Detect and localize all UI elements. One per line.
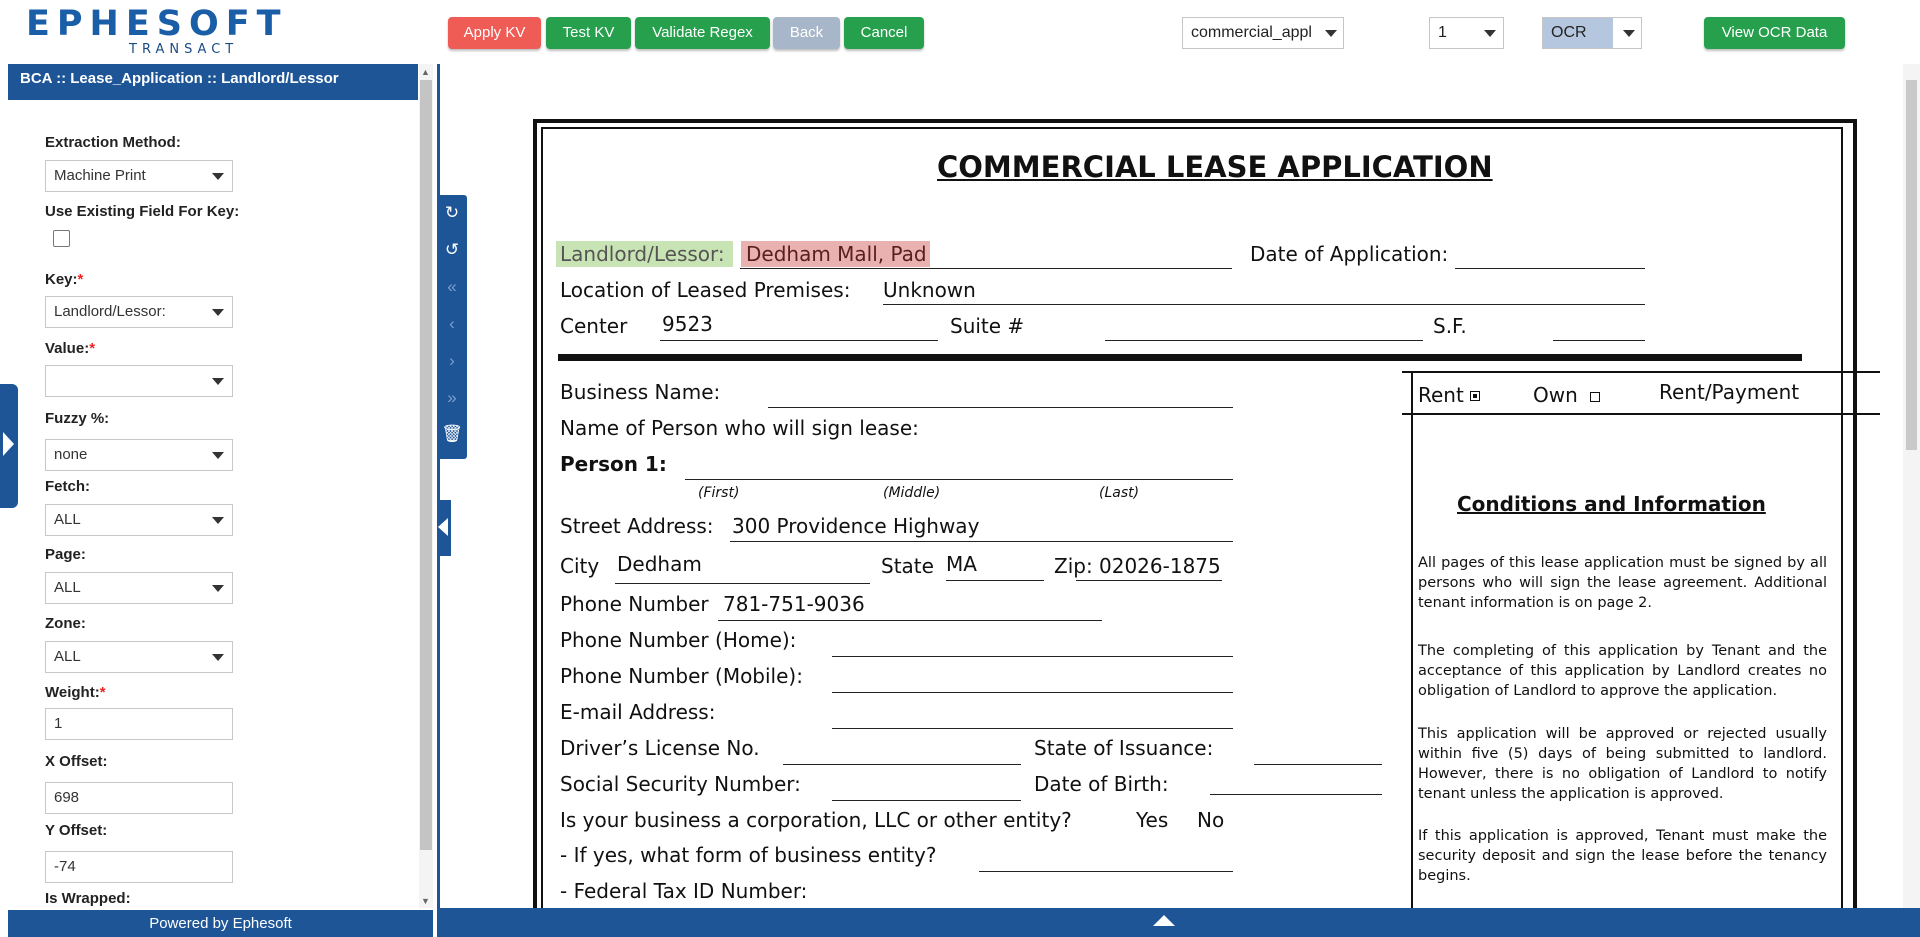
page-label: Page:	[45, 546, 86, 563]
phone-value: 781-751-9036	[723, 592, 865, 616]
conditions-title: Conditions and Information	[1457, 492, 1766, 516]
state-label: State	[881, 554, 934, 578]
own-checkbox	[1590, 392, 1600, 402]
landlord-label: Landlord/Lessor:	[560, 242, 725, 266]
drivers-license-label: Driver’s License No.	[560, 736, 760, 760]
state-of-issuance-line	[1254, 764, 1382, 765]
chevron-down-icon	[212, 309, 224, 316]
first-label: (First)	[698, 485, 740, 501]
zone-label: Zone:	[45, 615, 86, 632]
dob-label: Date of Birth:	[1034, 772, 1169, 796]
fetch-select[interactable]	[45, 504, 233, 536]
conditions-paragraph-3: This application will be approved or rejected usually within five (5) days of being submitted to landlord. However, there is no obligation of Landlord to notify tenant unless the application is approved.	[1418, 726, 1827, 802]
landlord-value: Dedham Mall, Pad	[746, 242, 927, 266]
person1-line	[685, 479, 1233, 480]
fuzzy-label: Fuzzy %:	[45, 410, 110, 427]
cancel-button[interactable]: Cancel	[844, 17, 924, 49]
chevron-down-icon	[212, 654, 224, 661]
document-select-value: commercial_appl	[1191, 24, 1312, 41]
chevron-down-icon	[1623, 30, 1635, 37]
page-value: ALL	[54, 579, 81, 596]
fetch-value: ALL	[54, 511, 81, 528]
chevron-up-icon[interactable]	[1153, 915, 1175, 926]
y-offset-label: Y Offset:	[45, 822, 108, 839]
city-line	[615, 583, 870, 584]
previous-page-icon[interactable]: ‹	[449, 314, 455, 333]
validate-regex-button[interactable]: Validate Regex	[635, 17, 770, 49]
business-name-label: Business Name:	[560, 380, 721, 404]
rent-payment-label: Rent/Payment	[1659, 380, 1800, 404]
scroll-up-icon[interactable]: ▲	[421, 67, 430, 77]
location-line	[883, 304, 1645, 305]
drivers-license-line	[783, 764, 1021, 765]
rent-top-line	[1402, 371, 1880, 373]
expand-sidebar-handle[interactable]	[0, 384, 18, 508]
email-line	[832, 728, 1233, 729]
key-label: Key:*	[45, 271, 84, 288]
page-select-value: 1	[1438, 24, 1447, 41]
ocr-select-value: OCR	[1543, 18, 1613, 48]
scroll-down-icon[interactable]: ▼	[421, 896, 430, 906]
back-button[interactable]: Back	[773, 17, 840, 49]
no-label: No	[1197, 808, 1225, 832]
ephesoft-logo: EPHESOFT	[26, 4, 288, 44]
own-label: Own	[1533, 383, 1578, 407]
form-of-entity-label: - If yes, what form of business entity?	[560, 843, 937, 867]
apply-kv-button[interactable]: Apply KV	[448, 17, 541, 49]
value-label: Value:*	[45, 340, 96, 357]
value-select[interactable]	[45, 365, 233, 397]
first-page-icon[interactable]: «	[447, 277, 457, 296]
page-field-select[interactable]	[45, 572, 233, 604]
center-line	[660, 340, 938, 341]
breadcrumb: BCA :: Lease_Application :: Landlord/Lessor	[8, 64, 418, 100]
street-label: Street Address:	[560, 514, 714, 538]
chevron-down-icon	[212, 378, 224, 385]
street-value: 300 Providence Highway	[732, 514, 980, 538]
ssn-line	[832, 800, 1021, 801]
conditions-paragraph-4: If this application is approved, Tenant must make the security deposit and sign the lease before the tenancy begins.	[1418, 828, 1827, 884]
chevron-down-icon	[1484, 30, 1496, 37]
next-page-icon[interactable]: ›	[449, 351, 455, 370]
phone-label: Phone Number	[560, 592, 709, 616]
phone-home-label: Phone Number (Home):	[560, 628, 797, 652]
sign-lease-label: Name of Person who will sign lease:	[560, 416, 919, 440]
suite-label: Suite #	[950, 314, 1025, 338]
location-value: Unknown	[883, 278, 976, 302]
form-of-entity-line	[979, 871, 1233, 872]
rent-checkbox	[1470, 391, 1480, 401]
viewer-scrollbar-thumb[interactable]	[1906, 80, 1917, 450]
page-select[interactable]	[1429, 17, 1504, 49]
date-of-application-label: Date of Application:	[1250, 242, 1449, 266]
last-page-icon[interactable]: »	[447, 388, 457, 407]
fuzzy-select[interactable]	[45, 439, 233, 471]
street-line	[730, 541, 1233, 542]
panel-scrollbar-thumb[interactable]	[420, 80, 432, 850]
rent-bottom-line	[1402, 413, 1880, 415]
chevron-left-icon	[438, 518, 448, 536]
email-label: E-mail Address:	[560, 700, 716, 724]
document-select[interactable]	[1182, 17, 1344, 49]
state-line	[946, 580, 1044, 581]
test-kv-button[interactable]: Test KV	[546, 17, 631, 49]
sf-label: S.F.	[1433, 314, 1467, 338]
fuzzy-value: none	[54, 446, 88, 463]
view-ocr-data-button[interactable]: View OCR Data	[1704, 17, 1845, 49]
federal-tax-label: - Federal Tax ID Number:	[560, 879, 808, 903]
ocr-select[interactable]	[1542, 17, 1642, 49]
viewer-bottom-bar	[437, 908, 1920, 937]
corporation-question: Is your business a corporation, LLC or other entity?	[560, 808, 1072, 832]
city-value: Dedham	[617, 552, 702, 576]
is-wrapped-label: Is Wrapped:	[45, 890, 131, 907]
sf-line	[1553, 340, 1645, 341]
zone-value: ALL	[54, 648, 81, 665]
extraction-method-select[interactable]	[45, 160, 233, 192]
person1-label: Person 1:	[560, 452, 667, 476]
document-viewer	[437, 64, 1906, 908]
rent-label: Rent	[1418, 383, 1464, 407]
use-existing-field-checkbox[interactable]	[53, 230, 70, 247]
chevron-down-icon	[212, 452, 224, 459]
key-select[interactable]	[45, 296, 233, 328]
use-existing-field-label: Use Existing Field For Key:	[45, 203, 240, 220]
date-line	[1455, 268, 1645, 269]
y-offset-input[interactable]: -74	[45, 851, 233, 883]
suite-line	[1105, 340, 1423, 341]
chevron-down-icon	[212, 585, 224, 592]
x-offset-input[interactable]: 698	[45, 782, 233, 814]
key-value: Landlord/Lessor:	[54, 303, 166, 320]
center-label: Center	[560, 314, 628, 338]
zip-label: Zip:	[1054, 554, 1093, 578]
last-label: (Last)	[1099, 485, 1140, 501]
phone-line	[718, 620, 1102, 621]
center-value: 9523	[662, 312, 713, 336]
weight-input[interactable]: 1	[45, 708, 233, 740]
city-label: City	[560, 554, 600, 578]
conditions-paragraph-1: All pages of this lease application must be signed by all persons who will sign the lease agreement. Additional tenant information is on page 2.	[1418, 555, 1827, 611]
phone-mobile-line	[832, 692, 1233, 693]
zip-line	[1076, 580, 1222, 581]
ssn-label: Social Security Number:	[560, 772, 801, 796]
chevron-down-icon	[1325, 30, 1337, 37]
state-value: MA	[946, 552, 977, 576]
chevron-right-icon	[3, 432, 14, 456]
zone-select[interactable]	[45, 641, 233, 673]
right-column-border	[1411, 371, 1413, 908]
dob-line	[1210, 794, 1382, 795]
zip-value: 02026-1875	[1099, 554, 1221, 578]
conditions-paragraph-2: The completing of this application by Tenant and the acceptance of this application by Landlord creates no obligation of Landlord to approve the application.	[1418, 643, 1827, 699]
rotate-counterclockwise-icon[interactable]: ↺	[444, 240, 460, 259]
rotate-clockwise-icon[interactable]: ↻	[444, 203, 460, 222]
weight-label: Weight:*	[45, 684, 106, 701]
x-offset-label: X Offset:	[45, 753, 108, 770]
delete-icon[interactable]: 🗑	[441, 424, 463, 443]
extraction-method-label: Extraction Method:	[45, 134, 181, 151]
chevron-down-icon	[212, 517, 224, 524]
footer: Powered by Ephesoft	[8, 910, 433, 937]
phone-home-line	[832, 656, 1233, 657]
logo-subtitle: TRANSACT	[129, 42, 239, 57]
state-of-issuance-label: State of Issuance:	[1034, 736, 1214, 760]
viewer-toolbar	[437, 195, 467, 459]
yes-label: Yes	[1136, 808, 1169, 832]
phone-mobile-label: Phone Number (Mobile):	[560, 664, 803, 688]
location-label: Location of Leased Premises:	[560, 278, 851, 302]
extraction-method-value: Machine Print	[54, 167, 146, 184]
middle-label: (Middle)	[883, 485, 941, 501]
chevron-down-icon	[212, 173, 224, 180]
document-title: COMMERCIAL LEASE APPLICATION	[937, 150, 1493, 184]
collapse-panel-handle[interactable]	[437, 500, 451, 556]
fetch-label: Fetch:	[45, 478, 90, 495]
landlord-line	[740, 268, 1232, 269]
thick-divider	[558, 354, 1802, 361]
business-name-line	[768, 407, 1233, 408]
